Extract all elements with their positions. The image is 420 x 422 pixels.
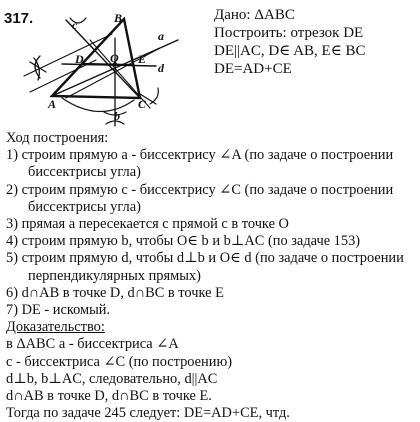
solution-text [6,130,418,422]
step-line: биссектрисы угла) [28,198,141,215]
label-a-point: A [48,97,57,111]
step-line: 5) строим прямую d, чтобы d⊥b и O∈ d (по задаче о построении [6,250,404,267]
given-line-2: Построить: отрезок DE [214,25,364,41]
problem-number: 317. [4,10,34,27]
step-line: 2) строим прямую с - биссектрису ∠C (по задаче о построении [6,181,394,198]
proof-line: d∩AB в точке D, d∩BC в точке E. [6,388,212,405]
step-line: 4) строим прямую b, чтобы O∈ b и b⊥AC (по задаче 153) [6,233,361,250]
given-line-4: DE=AD+CE [214,61,292,77]
label-d-point: D [75,52,84,66]
triangle-abc [52,19,140,98]
given-block [214,6,366,78]
step-line: перпендикулярных прямых) [28,267,201,284]
proof-line: d⊥b, b⊥AC, следовательно, d||AC [6,370,218,387]
label-e-point: E [138,52,147,66]
step-line: 7) DE - искомый. [6,302,111,319]
label-a: a [158,29,164,43]
given-line-1: Дано: ΔABC [214,7,295,23]
label-o-point: O [110,51,119,65]
arc-bottom [62,98,134,112]
step-line: 1) строим прямую а - биссектрису ∠A (по задаче о построении [6,147,394,164]
label-b-upper: B [114,11,123,25]
proof-heading: Доказательство: [6,319,105,336]
step-line: 6) d∩AB в точке D, d∩BC в точке E [6,284,224,301]
proof-line: с - биссектриса ∠C (по построению) [6,353,232,370]
label-d-line: d [158,61,164,75]
given-line-3: DE||AC, D∈ AB, E∈ BC [214,43,366,59]
label-c-point: C [138,97,147,111]
label-c-line: c [72,18,78,32]
segment-de [84,64,131,65]
construction-heading: Ход построения: [6,130,109,146]
proof-line: в ΔABC a - биссектриса ∠A [6,336,179,353]
proof-line: Тогда по задаче 245 следует: DE=AD+CE, чтд. [6,405,290,422]
label-b-line: b [114,109,120,123]
step-line: биссектрисы угла) [28,164,141,181]
step-line: 3) прямая a пересекается с прямой с в точке O [6,216,289,233]
